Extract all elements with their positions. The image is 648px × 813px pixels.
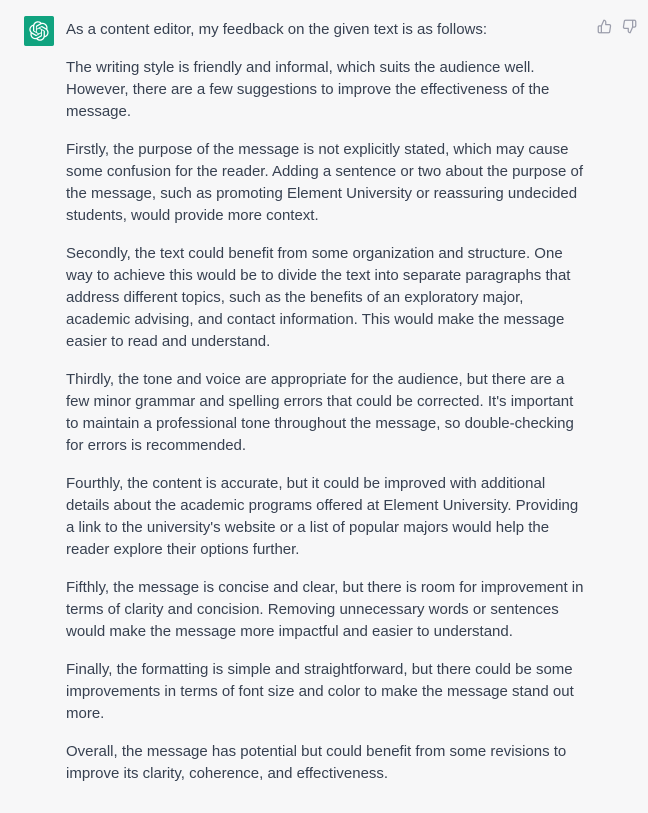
message-feedback-actions [597, 19, 637, 34]
openai-logo-icon [29, 21, 49, 41]
thumbs-down-icon [622, 19, 637, 34]
message-paragraph: Secondly, the text could benefit from some organization and structure. One way to achieve this would be to divide the text into separate paragraphs that address different topics, such as the benefits of an exploratory major, academic advising, and contact information. This would make the message easier to read and understand. [66, 245, 571, 350]
thumbs-up-icon [597, 19, 612, 34]
message-paragraph: Thirdly, the tone and voice are appropriate for the audience, but there are a few minor grammar and spelling errors that could be corrected. It's important to maintain a professional tone throughout the message, so double-checking for errors is recommended. [66, 371, 574, 454]
message-paragraph: Fifthly, the message is concise and clear, but there is room for improvement in terms of clarity and concision. Removing unnecessary words or sentences would make the message more impactful and easier to understand. [66, 579, 584, 640]
message-paragraph: Overall, the message has potential but could benefit from some revisions to improve its clarity, coherence, and effectiveness. [66, 743, 567, 782]
thumbs-up-button[interactable] [597, 19, 612, 34]
message-paragraph: Firstly, the purpose of the message is not explicitly stated, which may cause some confusion for the reader. Adding a sentence or two about the purpose of the message, such as promoting Element University or reassuring undecided students, would provide more context. [66, 141, 584, 224]
message-paragraph: Finally, the formatting is simple and straightforward, but there could be some improvements in terms of font size and color to make the message stand out more. [66, 661, 574, 722]
message-paragraph: Fourthly, the content is accurate, but it could be improved with additional details about the academic programs offered at Element University. Providing a link to the university's website or a list of popular majors would help the reader explore their options further. [66, 475, 579, 558]
message-paragraph: The writing style is friendly and informal, which suits the audience well. However, there are a few suggestions to improve the effectiveness of the message. [66, 59, 550, 120]
assistant-avatar [24, 16, 54, 46]
message-content [66, 16, 585, 785]
message-paragraph: As a content editor, my feedback on the given text is as follows: [66, 21, 488, 38]
thumbs-down-button[interactable] [622, 19, 637, 34]
